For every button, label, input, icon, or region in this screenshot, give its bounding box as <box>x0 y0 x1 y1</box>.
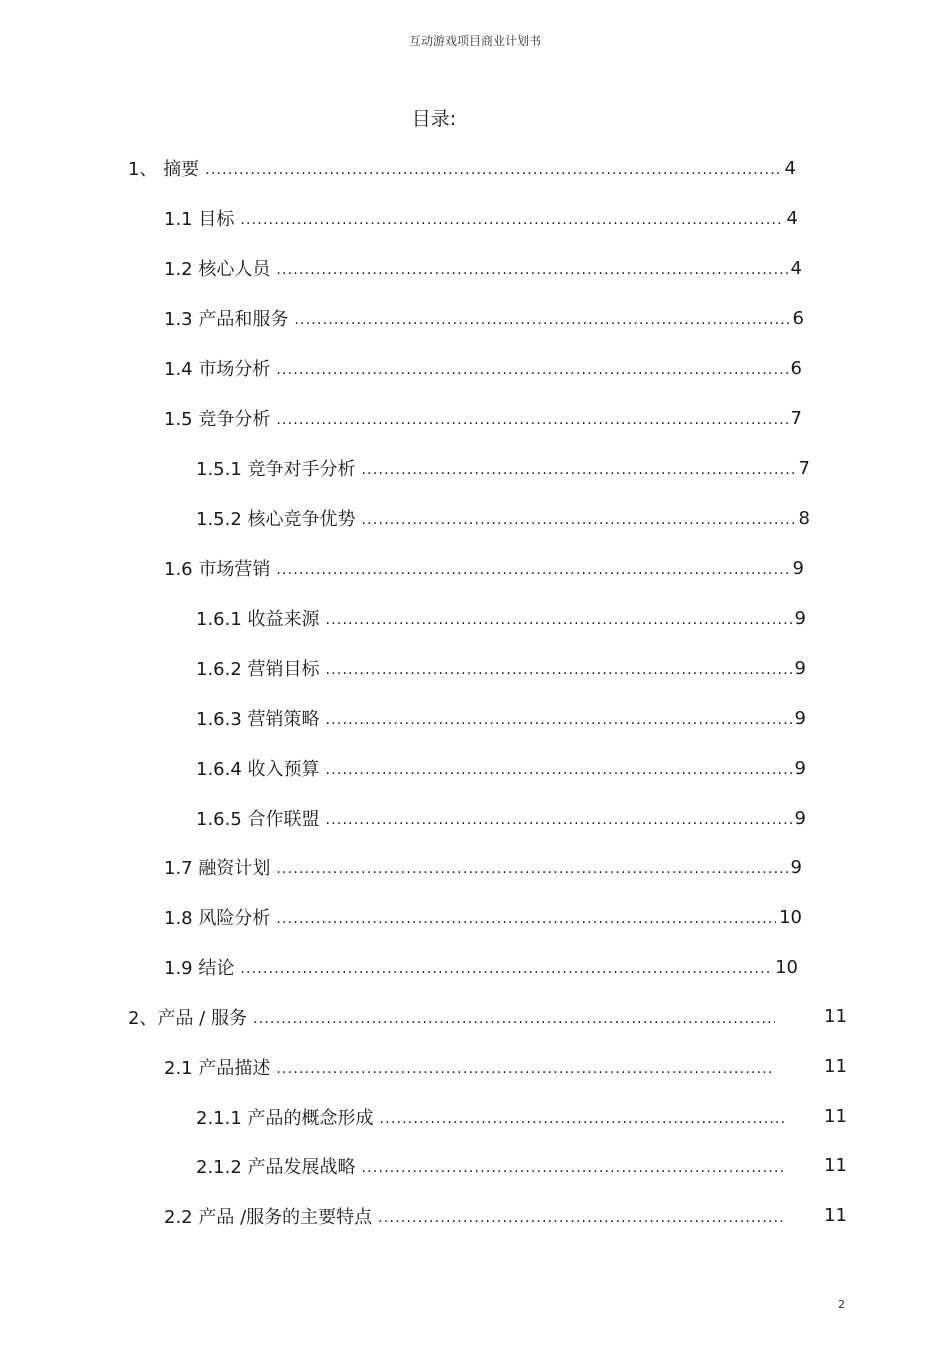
toc-entry[interactable] <box>164 1053 778 1081</box>
toc-entry-label: 2.1 产品描述 <box>164 1058 271 1079</box>
toc-entry-label: 1.5.2 核心竞争优势 <box>196 509 356 530</box>
toc-dot-leader <box>276 262 787 278</box>
toc-dot-leader <box>205 162 781 178</box>
toc-entry-page: 10 <box>779 906 802 928</box>
toc-entry[interactable] <box>164 1202 788 1230</box>
toc-dot-leader <box>326 762 792 778</box>
toc-entry-page: 6 <box>790 357 802 379</box>
toc-entry-page: 11 <box>824 1155 847 1176</box>
toc-entry[interactable] <box>128 1003 778 1031</box>
toc-entry-label: 1.3 产品和服务 <box>164 309 289 330</box>
toc-entry-page: 4 <box>784 157 796 179</box>
toc-entry-label: 1.1 目标 <box>164 209 235 230</box>
toc-entry-page: 7 <box>798 457 810 479</box>
toc-dot-leader <box>378 1210 785 1226</box>
toc-entry-page: 4 <box>786 207 798 229</box>
toc-dot-leader <box>326 712 792 728</box>
toc-entry[interactable] <box>164 903 802 931</box>
toc-entry[interactable] <box>164 254 802 282</box>
toc-dot-leader <box>276 911 776 927</box>
toc-entry[interactable] <box>196 504 810 532</box>
toc-entry-label: 1.2 核心人员 <box>164 259 271 280</box>
toc-entry-label: 1.6.2 营销目标 <box>196 659 320 680</box>
toc-entry-label: 2、产品 / 服务 <box>128 1008 247 1029</box>
running-header: 互动游戏项目商业计划书 <box>408 34 541 48</box>
toc-entry-page: 9 <box>794 757 806 779</box>
toc-entry-label: 1.8 风险分析 <box>164 908 271 929</box>
toc-entry-label: 1.6.4 收入预算 <box>196 759 320 780</box>
toc-entry-page: 11 <box>824 1106 847 1127</box>
toc-entry-page: 11 <box>824 1205 847 1226</box>
toc-entry-page: 11 <box>824 1056 847 1077</box>
toc-entry-label: 2.1.2 产品发展战略 <box>196 1157 356 1178</box>
toc-entry[interactable] <box>196 1152 786 1180</box>
toc-entry-page: 9 <box>792 557 804 579</box>
toc-dot-leader <box>276 1061 775 1077</box>
toc-entry-page: 7 <box>790 407 802 429</box>
toc-entry-page: 6 <box>792 307 804 329</box>
toc-entry[interactable] <box>196 654 806 682</box>
toc-entry-page: 9 <box>794 607 806 629</box>
toc-entry-label: 1.6 市场营销 <box>164 559 271 580</box>
toc-entry-label: 1.4 市场分析 <box>164 359 271 380</box>
toc-dot-leader <box>326 812 792 828</box>
page-number: 2 <box>838 1298 845 1311</box>
toc-entry-page: 8 <box>798 507 810 529</box>
toc-entry[interactable] <box>128 154 796 182</box>
toc-entry-label: 1.9 结论 <box>164 958 235 979</box>
toc-entry[interactable] <box>164 953 798 981</box>
toc-dot-leader <box>240 961 772 977</box>
toc-entry[interactable] <box>196 454 810 482</box>
toc-entry[interactable] <box>164 304 804 332</box>
toc-entry-label: 2.2 产品 /服务的主要特点 <box>164 1207 373 1228</box>
toc-dot-leader <box>253 1011 775 1027</box>
toc-dot-leader <box>362 512 796 528</box>
toc-dot-leader <box>326 612 792 628</box>
toc-entry-page: 9 <box>794 807 806 829</box>
toc-entry[interactable] <box>164 354 802 382</box>
toc-entry-label: 1.6.5 合作联盟 <box>196 809 320 830</box>
toc-dot-leader <box>294 312 789 328</box>
toc-entry[interactable] <box>196 1103 788 1131</box>
toc-dot-leader <box>276 562 789 578</box>
toc-entry-label: 1.6.3 营销策略 <box>196 709 320 730</box>
toc-entry-page: 9 <box>794 707 806 729</box>
toc-entry-page: 11 <box>824 1006 847 1027</box>
toc-entry[interactable] <box>196 754 806 782</box>
toc-dot-leader <box>362 1160 783 1176</box>
toc-entry-page: 10 <box>775 956 798 978</box>
toc-entry[interactable] <box>164 554 804 582</box>
toc-dot-leader <box>276 412 787 428</box>
toc-entry-label: 1.6.1 收益来源 <box>196 609 320 630</box>
toc-entry-label: 2.1.1 产品的概念形成 <box>196 1108 374 1129</box>
toc-dot-leader <box>276 861 787 877</box>
toc-entry-label: 1、 摘要 <box>128 159 200 180</box>
toc-entry[interactable] <box>196 604 806 632</box>
toc-dot-leader <box>380 1111 785 1127</box>
toc-entry[interactable] <box>164 404 802 432</box>
toc-entry-page: 4 <box>790 257 802 279</box>
toc-entry-label: 1.7 融资计划 <box>164 858 271 879</box>
toc-entry-label: 1.5.1 竞争对手分析 <box>196 459 356 480</box>
toc-entry-label: 1.5 竞争分析 <box>164 409 271 430</box>
toc-entry-page: 9 <box>794 657 806 679</box>
toc-title: 目录: <box>411 108 457 130</box>
toc-dot-leader <box>362 462 796 478</box>
toc-entry[interactable] <box>164 204 798 232</box>
toc-dot-leader <box>326 662 792 678</box>
toc-dot-leader <box>276 362 787 378</box>
toc-dot-leader <box>240 212 783 228</box>
toc-entry[interactable] <box>196 704 806 732</box>
toc-entry-page: 9 <box>790 856 802 878</box>
toc-entry[interactable] <box>196 804 806 832</box>
toc-entry[interactable] <box>164 853 802 881</box>
